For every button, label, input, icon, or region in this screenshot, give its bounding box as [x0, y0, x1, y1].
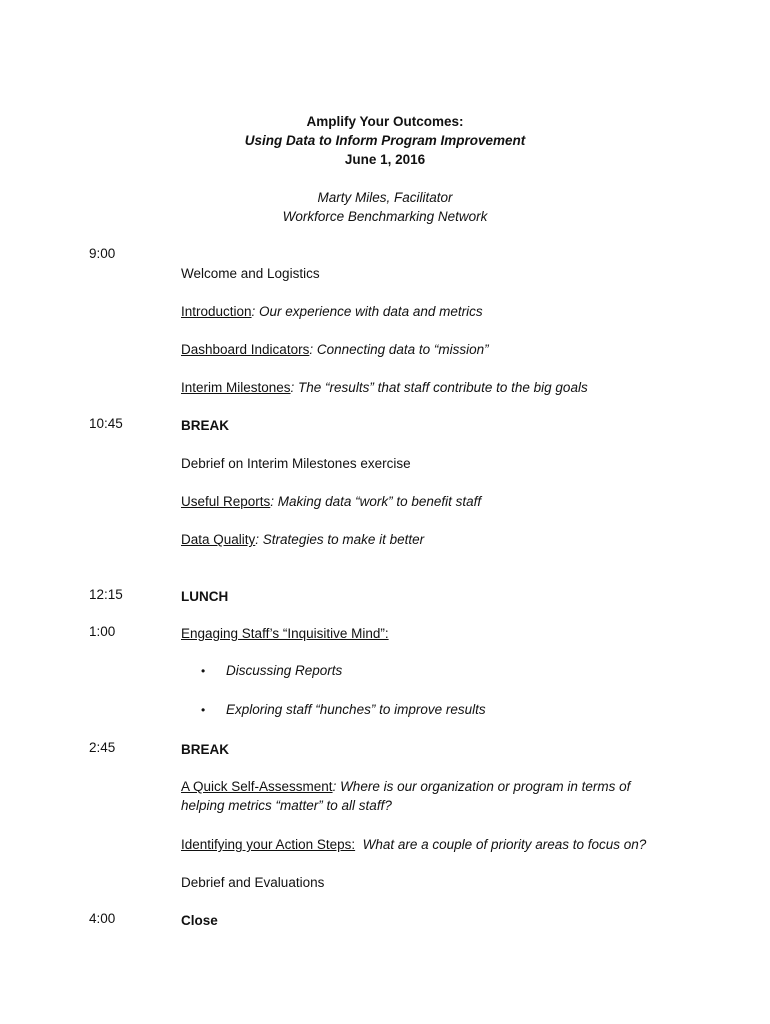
item-label: Identifying your Action Steps:: [181, 837, 356, 852]
facilitator-name: Marty Miles, Facilitator: [317, 190, 453, 205]
item-description: : Connecting data to “mission”: [309, 342, 489, 357]
agenda-item-interim: [181, 378, 701, 397]
document-title: Amplify Your Outcomes:: [306, 114, 464, 129]
agenda-item-useful-reports: [181, 492, 701, 511]
agenda-item-break-1: BREAK: [181, 418, 230, 433]
agenda-item-data-quality: [181, 530, 701, 549]
bullet-icon: •: [201, 664, 206, 678]
agenda-item-debrief-1: Debrief on Interim Milestones exercise: [181, 456, 411, 471]
agenda-item-dashboard: [181, 340, 701, 359]
agenda-item-self-assessment: [181, 777, 701, 815]
organization-name: Workforce Benchmarking Network: [282, 209, 488, 224]
bullet-item-exploring: Exploring staff “hunches” to improve results: [226, 702, 486, 717]
item-label: Useful Reports: [181, 494, 271, 509]
item-label: Interim Milestones: [181, 380, 291, 395]
item-description: : Our experience with data and metrics: [251, 304, 483, 319]
item-description: : Strategies to make it better: [255, 532, 425, 547]
agenda-item-introduction: [181, 302, 701, 321]
document-date: June 1, 2016: [344, 152, 426, 167]
time-10-45: 10:45: [89, 416, 123, 431]
time-1-00: 1:00: [89, 624, 116, 639]
item-description: What are a couple of priority areas to focus on?: [362, 837, 647, 852]
agenda-item-close: Close: [181, 913, 218, 928]
time-12-15: 12:15: [89, 587, 123, 602]
time-4-00: 4:00: [89, 911, 116, 926]
agenda-item-action-steps: [181, 835, 701, 854]
item-label: Introduction: [181, 304, 252, 319]
agenda-item-debrief-2: Debrief and Evaluations: [181, 875, 325, 890]
agenda-item-break-2: BREAK: [181, 742, 230, 757]
item-label: A Quick Self-Assessment: [181, 779, 333, 794]
time-2-45: 2:45: [89, 740, 116, 755]
item-description: : Where is our organization or program in terms of: [332, 779, 631, 794]
item-description: : The “results” that staff contribute to the big goals: [290, 380, 588, 395]
time-9-00: 9:00: [89, 246, 116, 261]
item-label: Dashboard Indicators: [181, 342, 310, 357]
item-description: : Making data “work” to benefit staff: [270, 494, 482, 509]
agenda-item-lunch: LUNCH: [181, 589, 229, 604]
bullet-icon: •: [201, 703, 206, 717]
item-description-continued: helping metrics “matter” to all staff?: [181, 798, 392, 813]
agenda-header: [0, 112, 770, 226]
item-label: Data Quality: [181, 532, 256, 547]
agenda-item-welcome: Welcome and Logistics: [181, 266, 320, 281]
bullet-item-discussing: Discussing Reports: [226, 663, 343, 678]
agenda-item-engaging: Engaging Staff’s “Inquisitive Mind”:: [181, 626, 389, 641]
document-subtitle: Using Data to Inform Program Improvement: [244, 133, 526, 148]
